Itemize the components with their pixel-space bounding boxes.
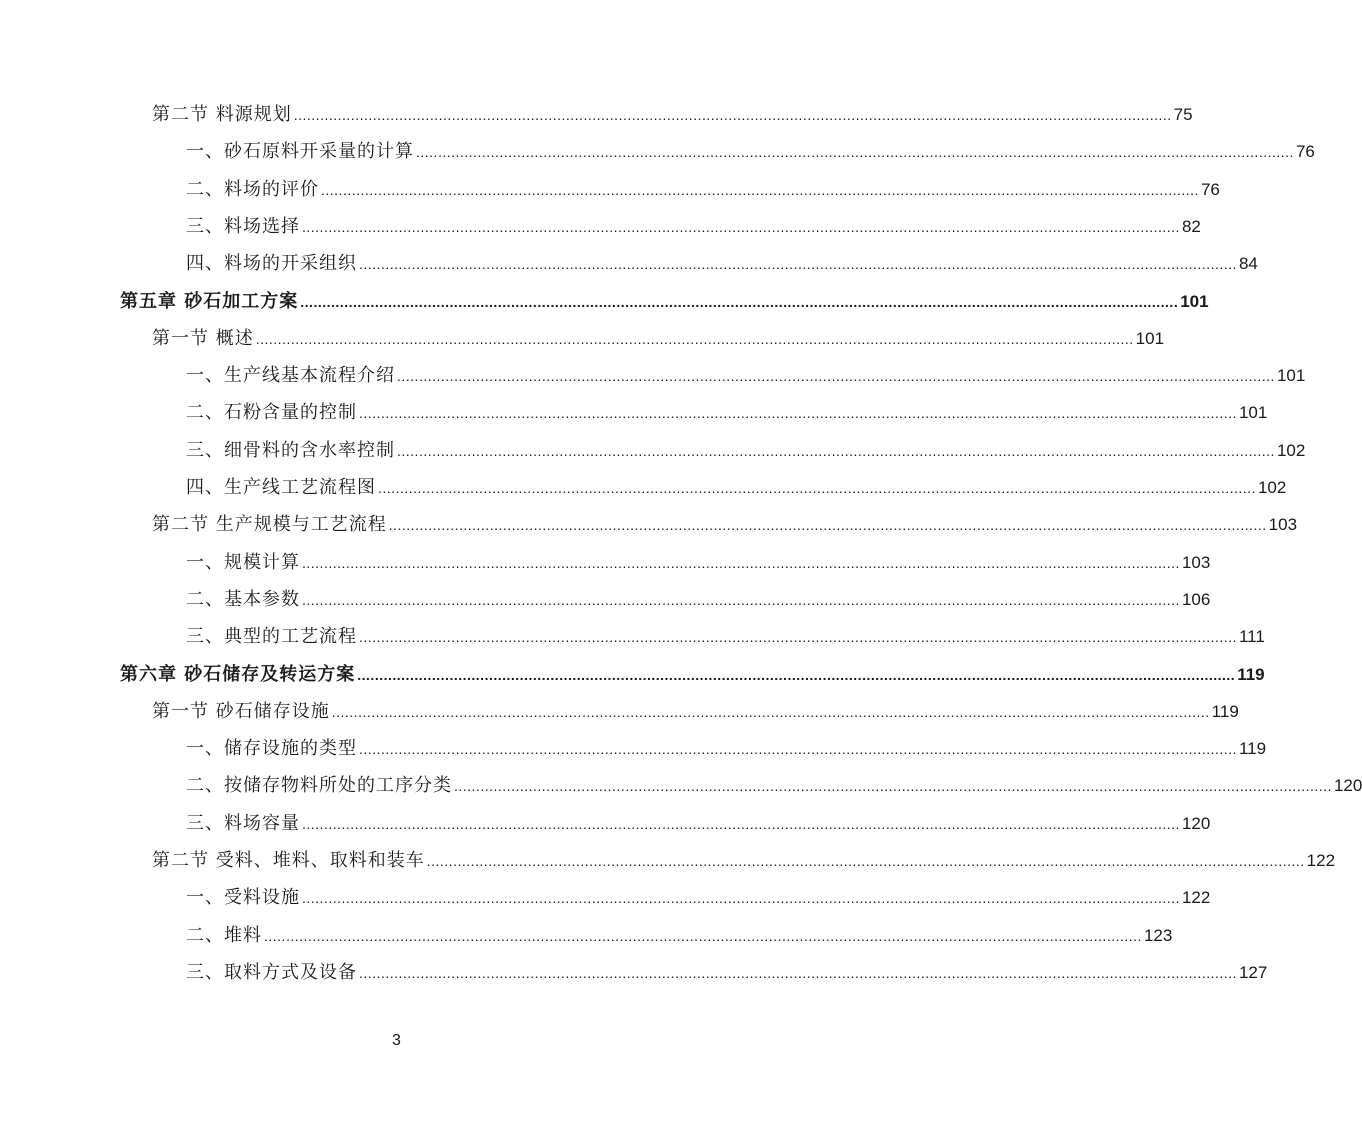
toc-subsection-entry[interactable] [186,958,1268,988]
toc-entry-label: 一、储存设施的类型 [186,738,357,760]
toc-entry-page: 119 [1237,664,1265,684]
toc-entry-page: 111 [1238,627,1265,647]
toc-subsection-entry[interactable] [186,622,1265,652]
toc-entry-page: 76 [1200,179,1220,199]
toc-chapter-entry[interactable] [120,660,1265,690]
toc-subsection-entry[interactable] [186,175,1220,205]
dot-leader: ........................................................................................................................................................................................................ [397,442,1275,459]
toc-entry-page: 119 [1211,701,1239,721]
toc-entry-page: 119 [1238,739,1267,759]
toc-entry-label: 一、规模计算 [186,551,300,573]
dot-leader: ........................................................................................................................................................................................................ [264,927,1142,944]
toc-entry-page: 101 [1276,366,1306,386]
dot-leader: ........................................................................................................................................................................................................ [388,517,1267,534]
dot-leader: ........................................................................................................................................................................................................ [359,964,1237,981]
dot-leader: ........................................................................................................................................................................................................ [321,181,1199,198]
toc-entry-label: 二、按储存物料所处的工序分类 [186,775,452,797]
toc-entry-page: 103 [1181,552,1211,572]
toc-entry-page: 106 [1181,589,1211,609]
toc-entry-label: 一、受料设施 [186,887,300,909]
dot-leader: ........................................................................................................................................................................................................ [359,256,1237,273]
dot-leader: ........................................................................................................................................................................................................ [359,405,1237,422]
toc-entry-label: 二、料场的评价 [186,178,319,200]
toc-entry-page: 102 [1257,478,1287,497]
toc-entry-page: 102 [1276,440,1306,460]
page-number: 3 [392,1032,401,1049]
toc-entry-page: 75 [1173,105,1193,124]
dot-leader: ........................................................................................................................................................................................................ [357,666,1236,683]
toc-chapter-entry[interactable] [120,287,1209,317]
dot-leader: ........................................................................................................................................................................................................ [255,330,1134,347]
toc-entry-page: 101 [1238,403,1268,423]
toc-entry-label: 三、典型的工艺流程 [186,626,357,648]
dot-leader: ........................................................................................................................................................................................................ [293,107,1172,123]
toc-entry-page: 103 [1268,515,1298,535]
toc-section-entry[interactable] [152,324,1165,354]
toc-section-entry[interactable] [152,510,1298,540]
dot-leader: ........................................................................................................................................................................................................ [331,703,1210,720]
dot-leader: ........................................................................................................................................................................................................ [302,554,1180,571]
toc-entry-page: 84 [1238,254,1258,274]
toc-entry-label: 第五章 砂石加工方案 [120,290,299,312]
toc-subsection-entry[interactable] [186,361,1306,391]
toc-entry-label: 一、生产线基本流程介绍 [186,365,395,387]
toc-entry-label: 三、取料方式及设备 [186,961,357,983]
toc-entry-page: 82 [1181,216,1201,236]
toc-entry-label: 三、细骨料的含水率控制 [186,439,395,461]
toc-entry-page: 101 [1135,328,1165,348]
toc-entry-label: 三、料场选择 [186,215,300,237]
toc-subsection-entry[interactable] [186,473,1287,503]
toc-entry-label: 第二节 料源规划 [152,104,292,125]
toc-entry-label: 第一节 概述 [152,327,254,349]
toc-subsection-entry[interactable] [186,734,1267,764]
dot-leader: ........................................................................................................................................................................................................ [454,778,1332,795]
dot-leader: ........................................................................................................................................................................................................ [416,144,1294,161]
toc-subsection-entry[interactable] [186,137,1315,167]
toc-entry-label: 三、料场容量 [186,812,300,834]
toc-subsection-entry[interactable] [186,771,1362,801]
toc-entry-label: 二、石粉含量的控制 [186,402,357,424]
toc-section-entry[interactable] [152,697,1239,727]
dot-leader: ........................................................................................................................................................................................................ [300,293,1179,310]
toc-subsection-entry[interactable] [186,585,1211,615]
dot-leader: ........................................................................................................................................................................................................ [378,480,1256,496]
dot-leader: ........................................................................................................................................................................................................ [302,591,1180,608]
toc-entry-page: 76 [1295,142,1315,162]
toc-entry-label: 四、料场的开采组织 [186,253,357,275]
toc-entry-label: 二、基本参数 [186,588,300,610]
toc-entry-page: 101 [1180,291,1209,311]
dot-leader: ........................................................................................................................................................................................................ [302,815,1180,832]
toc-entry-page: 122 [1181,888,1211,908]
toc-entry-label: 第二节 受料、堆料、取料和装车 [152,850,425,871]
toc-subsection-entry[interactable] [186,809,1211,839]
toc-subsection-entry[interactable] [186,921,1173,951]
toc-subsection-entry[interactable] [186,212,1201,242]
toc-entry-label: 四、生产线工艺流程图 [186,477,376,498]
toc-entry-page: 127 [1238,962,1268,982]
toc-entry-page: 122 [1306,851,1336,870]
toc-entry-page: 120 [1333,776,1362,796]
toc-entry-label: 第二节 生产规模与工艺流程 [152,514,387,536]
toc-entry-label: 一、砂石原料开采量的计算 [186,141,414,163]
toc-subsection-entry[interactable] [186,436,1306,466]
dot-leader: ........................................................................................................................................................................................................ [302,890,1180,907]
toc-entry-label: 第一节 砂石储存设施 [152,700,330,722]
toc-section-entry[interactable] [152,100,1193,130]
dot-leader: ........................................................................................................................................................................................................ [397,368,1275,385]
toc-entry-label: 第六章 砂石储存及转运方案 [120,663,356,685]
toc-entry-label: 二、堆料 [186,924,262,946]
toc-section-entry[interactable] [152,846,1336,876]
dot-leader: ........................................................................................................................................................................................................ [302,218,1180,235]
dot-leader: ........................................................................................................................................................................................................ [359,741,1237,758]
dot-leader: ........................................................................................................................................................................................................ [426,853,1305,869]
dot-leader: ........................................................................................................................................................................................................ [359,629,1237,646]
toc-entry-page: 120 [1181,813,1211,833]
toc-subsection-entry[interactable] [186,883,1211,913]
toc-entry-page: 123 [1143,925,1173,945]
toc-subsection-entry[interactable] [186,249,1258,279]
toc-subsection-entry[interactable] [186,398,1268,428]
toc-subsection-entry[interactable] [186,548,1211,578]
